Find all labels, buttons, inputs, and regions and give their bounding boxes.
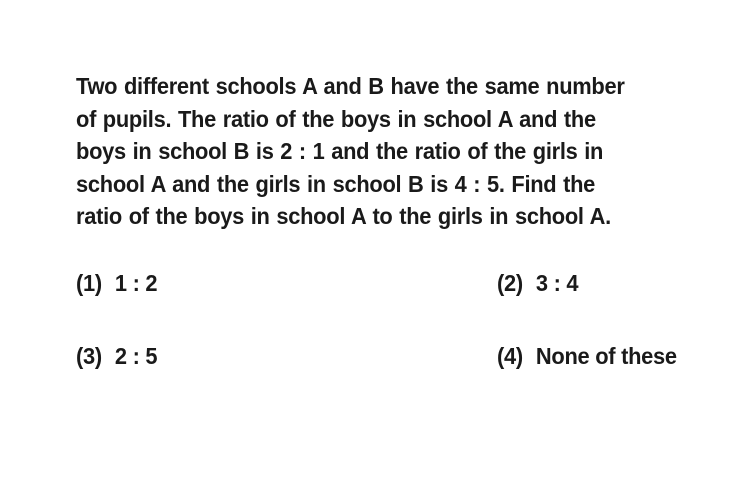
option-4-number: (4) bbox=[497, 343, 523, 369]
option-2-text: 3 : 4 bbox=[535, 270, 579, 296]
option-3-number: (3) bbox=[76, 343, 102, 369]
option-2-number: (2) bbox=[497, 270, 523, 296]
option-3[interactable] bbox=[76, 343, 157, 370]
option-1[interactable] bbox=[76, 270, 157, 297]
option-1-number: (1) bbox=[76, 270, 102, 296]
option-4-text: None of these bbox=[535, 343, 677, 369]
option-4[interactable] bbox=[497, 343, 677, 370]
option-3-text: 2 : 5 bbox=[114, 343, 158, 369]
option-2[interactable] bbox=[497, 270, 578, 297]
question-text: Two different schools A and B have the same number of pupils. The ratio of the boys in school A and the boys in school B is 2 : 1 and the ratio of the girls in school A and the girls in school B is 4 : 5. Find the ratio of the boys in school A to the girls in school A. bbox=[76, 73, 625, 229]
option-1-text: 1 : 2 bbox=[114, 270, 158, 296]
